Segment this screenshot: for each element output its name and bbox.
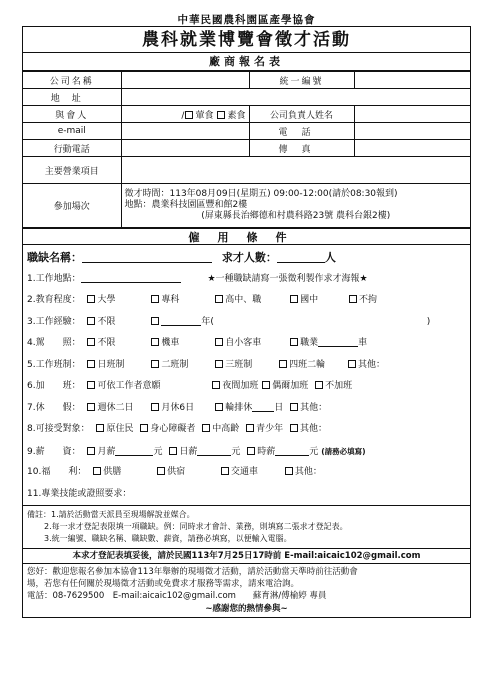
- owner-field[interactable]: [354, 106, 470, 123]
- contact-line-2: 場，若您有任何關於現場徵才活動或免費求才服務等需求，請來電洽詢。: [27, 579, 300, 589]
- exp-any-label: 不限: [97, 316, 116, 327]
- ben-other-label: 其他：: [294, 467, 322, 477]
- leave-other-checkbox[interactable]: [290, 403, 298, 411]
- meat-label: 葷食: [195, 110, 214, 121]
- salary-required-note: (請務必填寫): [321, 446, 366, 456]
- condition-row-7: [27, 398, 466, 420]
- lic-car-label: 自小客車: [225, 338, 262, 348]
- ben-dorm-checkbox[interactable]: [157, 467, 165, 475]
- edu-highschool-checkbox[interactable]: [215, 295, 223, 303]
- target-aboriginal-checkbox[interactable]: [96, 424, 104, 432]
- leave-other-label: 其他：: [300, 402, 328, 413]
- lic-moto-label: 機車: [161, 338, 180, 348]
- condition-row-10: [27, 462, 466, 484]
- veg-label: 素食: [227, 110, 246, 121]
- mobile-field[interactable]: [121, 140, 249, 157]
- shift-four-label: 四班二輪: [289, 359, 326, 370]
- skills-label: 11.專業技能或證照要求：: [27, 488, 132, 499]
- condition-row-5: [27, 355, 466, 377]
- leave-rotate-label: 輪排休: [225, 402, 253, 413]
- leave-label: 7.休 假：: [27, 402, 81, 413]
- target-other-checkbox[interactable]: [290, 424, 298, 432]
- condition-row-8: [27, 419, 466, 441]
- job-title-label: 職缺名稱：: [27, 251, 82, 264]
- condition-row-4: [27, 333, 466, 355]
- headcount-label: 求才人數：: [221, 251, 277, 264]
- company-name-label: 公司名稱: [23, 72, 121, 89]
- salary-month-field[interactable]: [115, 446, 153, 456]
- meal-slash: /: [181, 110, 185, 121]
- edu-college-checkbox[interactable]: [151, 295, 159, 303]
- leave-rotate-field[interactable]: [252, 402, 274, 412]
- shift-day-label: 日班制: [97, 359, 125, 370]
- target-disabled-label: 身心障礙者: [150, 424, 196, 434]
- organization-name: 中華民國農科園區產學協會: [177, 14, 316, 26]
- target-senior-checkbox[interactable]: [202, 424, 210, 432]
- fax-field[interactable]: [354, 140, 470, 157]
- fax-label: 傳真: [249, 140, 354, 157]
- exp-years-field[interactable]: [161, 316, 201, 326]
- experience-label: 3.工作經驗：: [27, 316, 81, 327]
- meat-checkbox[interactable]: [185, 111, 193, 119]
- lic-any-label: 不限: [97, 338, 116, 348]
- contact-line-1: 您好：歡迎您報名參加本協會113年舉辦的現場徵才活動，請於活動當天準時前往活動會: [27, 567, 358, 577]
- target-senior-label: 中高齡: [212, 424, 240, 434]
- salary-hour-unit: 元: [309, 446, 319, 457]
- note-3: 3.統一編號、職缺名稱、職缺數、薪資，請務必填寫，以便輸入電腦。: [44, 534, 292, 543]
- salary-label: 9.薪 資：: [27, 446, 81, 457]
- job-title-field[interactable]: [82, 253, 212, 263]
- condition-row-3: [27, 312, 466, 334]
- salary-day-unit: 元: [231, 446, 241, 457]
- ot-occasional-label: 偶爾加班: [272, 381, 309, 391]
- leave-day-unit: 日: [274, 402, 284, 413]
- form-subtitle: 廠商報名表: [23, 53, 470, 71]
- attendee-field[interactable]: [121, 106, 249, 123]
- leave-rotate-checkbox[interactable]: [215, 403, 223, 411]
- headcount-field[interactable]: [277, 253, 325, 263]
- shift-other-label: 其他：: [357, 359, 385, 370]
- condition-row-1: [27, 269, 466, 291]
- unified-no-label: 統一編號: [249, 72, 354, 89]
- edu-college-label: 專科: [161, 295, 180, 305]
- conditions-section-title: 僱用條件: [23, 228, 470, 245]
- salary-hour-field[interactable]: [275, 446, 309, 456]
- leave-weekend-label: 週休二日: [97, 402, 134, 413]
- edu-univ-checkbox[interactable]: [87, 295, 95, 303]
- overtime-label: 6.加 班：: [27, 381, 81, 391]
- shift-label: 5.工作班制：: [27, 359, 81, 370]
- ot-willing-label: 可依工作者意願: [97, 381, 161, 391]
- lic-moto-checkbox[interactable]: [151, 338, 159, 346]
- edu-junior-checkbox[interactable]: [290, 295, 298, 303]
- shift-three-checkbox[interactable]: [215, 360, 223, 368]
- salary-month-checkbox[interactable]: [87, 447, 95, 455]
- thanks-message: ~感謝您的熱情參與~: [205, 604, 288, 614]
- main-business-label: 主要營業項目: [23, 157, 121, 184]
- ben-dorm-label: 供宿: [167, 467, 186, 477]
- registration-form: [22, 14, 471, 618]
- phone-label: 電話: [249, 123, 354, 140]
- target-other-label: 其他：: [300, 424, 328, 434]
- submission-deadline: 本求才登記表填妥後，請於民國113年7月25日17時前 E-mail:aicaic102@gmail.com: [23, 548, 470, 563]
- conditions-list: [23, 245, 470, 505]
- ben-bus-checkbox[interactable]: [221, 467, 229, 475]
- veg-checkbox[interactable]: [217, 111, 225, 119]
- address-label: 地址: [23, 89, 121, 106]
- exp-close-paren: ): [426, 316, 431, 327]
- notes: [23, 505, 470, 548]
- shift-four-checkbox[interactable]: [279, 360, 287, 368]
- target-label: 8.可接受對象：: [27, 424, 90, 434]
- salary-day-field[interactable]: [197, 446, 231, 456]
- salary-day-label: 日薪: [179, 446, 198, 457]
- one-job-note: ★一種職缺請寫一張徵利製作求才海報★: [207, 273, 368, 284]
- lic-car-checkbox[interactable]: [215, 338, 223, 346]
- ben-meal-label: 供膳: [103, 467, 122, 477]
- target-disabled-checkbox[interactable]: [140, 424, 148, 432]
- venue-location: 地點：農業科技園區豐和館2樓: [124, 200, 248, 210]
- lic-pro-checkbox[interactable]: [290, 338, 298, 346]
- edu-univ-label: 大學: [97, 295, 116, 305]
- ot-none-checkbox[interactable]: [315, 381, 323, 389]
- target-youth-checkbox[interactable]: [246, 424, 254, 432]
- email-field[interactable]: [121, 123, 249, 140]
- contact-line-3: 電話：08-7629500 E-mail:aicaic102@gmail.com 蘇育淋/傅榆婷 專員: [27, 591, 327, 601]
- lic-pro-label: 職業: [300, 338, 319, 348]
- lic-pro-field[interactable]: [318, 337, 358, 347]
- salary-hour-label: 時薪: [257, 446, 276, 457]
- note-2: 2.每一求才登記表限填一項職缺。例：同時求才會計、業務，則填寫二張求才登記表。: [44, 522, 348, 531]
- contact-info: [23, 563, 470, 617]
- exp-years-checkbox[interactable]: [151, 317, 159, 325]
- lic-any-checkbox[interactable]: [87, 338, 95, 346]
- edu-any-checkbox[interactable]: [349, 295, 357, 303]
- work-location-label: 1.工作地點：: [27, 273, 81, 284]
- note-1: 備註：1.請於活動當天派員至現場解說並媒合。: [27, 510, 195, 519]
- ben-meal-checkbox[interactable]: [93, 467, 101, 475]
- ot-night-label: 夜間加班: [222, 381, 259, 391]
- condition-row-11: [27, 484, 466, 506]
- form-frame: [22, 26, 471, 618]
- shift-two-label: 二班制: [161, 359, 189, 370]
- shift-other-checkbox[interactable]: [348, 360, 356, 368]
- job-title-row: [27, 247, 466, 269]
- target-youth-label: 青少年: [256, 424, 284, 434]
- address-field[interactable]: [121, 89, 470, 106]
- edu-highschool-label: 高中、職: [225, 295, 262, 305]
- lic-car-unit: 車: [358, 338, 368, 348]
- edu-junior-label: 國中: [300, 295, 319, 305]
- email-label: e-mail: [23, 123, 121, 140]
- ot-willing-checkbox[interactable]: [87, 381, 95, 389]
- target-aboriginal-label: 原住民: [106, 424, 134, 434]
- condition-row-9: [27, 441, 466, 463]
- shift-day-checkbox[interactable]: [87, 360, 95, 368]
- license-label: 4.駕 照：: [27, 338, 81, 348]
- form-title: 農科就業博覽會徵才活動: [23, 27, 470, 53]
- company-info-table: [23, 71, 470, 228]
- education-label: 2.教育程度：: [27, 295, 81, 305]
- salary-month-label: 月薪: [97, 446, 116, 457]
- venue-info: [121, 184, 470, 228]
- edu-any-label: 不拘: [358, 295, 377, 305]
- condition-row-6: [27, 376, 466, 398]
- work-location-field[interactable]: [81, 273, 181, 283]
- salary-day-checkbox[interactable]: [169, 447, 177, 455]
- attendee-label: 與會人: [23, 106, 121, 123]
- venue-time: 徵才時間：113年08月09日(星期五) 09:00-12:00(請於08:30報到): [124, 189, 398, 199]
- salary-month-unit: 元: [153, 446, 163, 457]
- exp-year-label: 年(: [201, 316, 214, 327]
- benefits-label: 10.福 利：: [27, 467, 87, 477]
- company-name-field[interactable]: [121, 72, 249, 89]
- phone-field[interactable]: [354, 123, 470, 140]
- venue-label: 參加場次: [23, 184, 121, 228]
- ben-other-checkbox[interactable]: [285, 467, 293, 475]
- ot-night-checkbox[interactable]: [212, 381, 220, 389]
- leave-weekend-checkbox[interactable]: [87, 403, 95, 411]
- mobile-label: 行動電話: [23, 140, 121, 157]
- salary-hour-checkbox[interactable]: [247, 447, 255, 455]
- leave-monthly-label: 月休6日: [161, 402, 195, 413]
- ot-none-label: 不加班: [325, 381, 353, 391]
- unified-no-field[interactable]: [354, 72, 470, 89]
- leave-monthly-checkbox[interactable]: [151, 403, 159, 411]
- exp-any-checkbox[interactable]: [87, 317, 95, 325]
- shift-two-checkbox[interactable]: [151, 360, 159, 368]
- ben-bus-label: 交通車: [230, 467, 258, 477]
- venue-address: (屏東縣長治鄉德和村農科路23號 農科台銀2樓): [201, 211, 391, 221]
- shift-three-label: 三班制: [225, 359, 253, 370]
- owner-label: 公司負責人姓名: [249, 106, 354, 123]
- condition-row-2: [27, 290, 466, 312]
- ot-occasional-checkbox[interactable]: [262, 381, 270, 389]
- main-business-field[interactable]: [121, 157, 470, 184]
- person-unit: 人: [324, 251, 336, 264]
